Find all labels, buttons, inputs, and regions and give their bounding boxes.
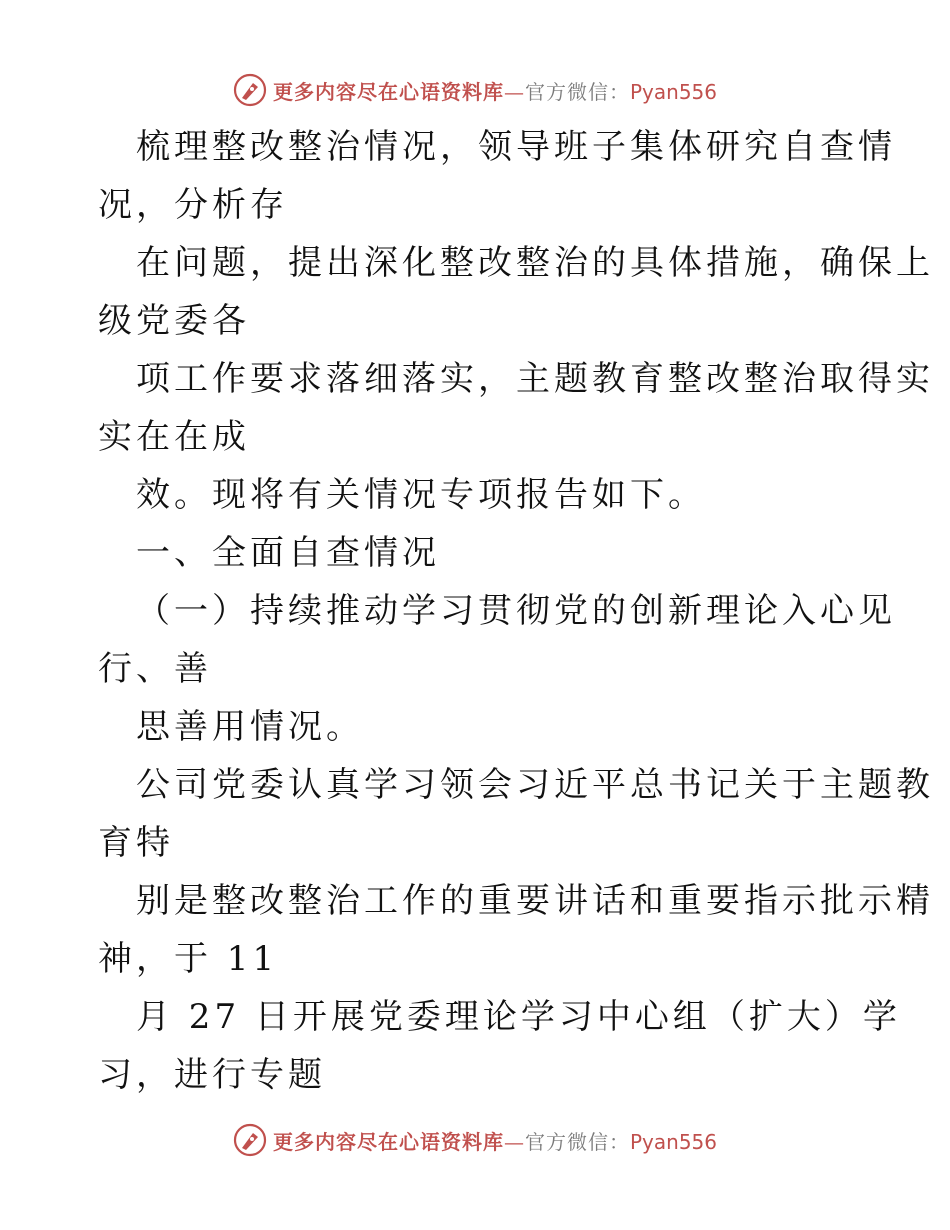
body-line: 项工作要求落细落实，主题教育整改整治取得实 xyxy=(136,359,934,399)
body-line: 公司党委认真学习领会习近平总书记关于主题教 xyxy=(136,765,934,805)
watermark-wechat-id: Pyan556 xyxy=(629,79,717,104)
pen-nib-logo-icon xyxy=(233,1123,267,1157)
body-line: 行、善 xyxy=(98,649,212,689)
body-line: 思善用情况。 xyxy=(136,707,364,747)
subsection-heading: （一）持续推动学习贯彻党的创新理论入心见 xyxy=(136,591,896,631)
body-line: 梳理整改整治情况，领导班子集体研究自查情 xyxy=(136,127,896,167)
body-line: 级党委各 xyxy=(98,301,250,341)
watermark-wechat-id: Pyan556 xyxy=(629,1129,717,1154)
body-line: 在问题，提出深化整改整治的具体措施，确保上 xyxy=(136,243,934,283)
watermark-text xyxy=(273,1126,717,1155)
pen-nib-logo-icon xyxy=(233,73,267,107)
body-line: 效。现将有关情况专项报告如下。 xyxy=(136,475,706,515)
watermark-dash: — xyxy=(503,1129,525,1154)
body-line: 实在在成 xyxy=(98,417,250,457)
watermark-header xyxy=(0,70,950,110)
body-line: 别是整改整治工作的重要讲话和重要指示批示精 xyxy=(136,881,934,921)
watermark-brand: 更多内容尽在心语资料库 xyxy=(272,79,504,104)
body-line: 习，进行专题 xyxy=(98,1055,326,1095)
section-heading: 一、全面自查情况 xyxy=(136,533,440,573)
watermark-wechat-label: 官方微信： xyxy=(524,1129,630,1154)
body-line: 育特 xyxy=(98,823,174,863)
watermark-footer xyxy=(0,1120,950,1160)
body-line: 月 27 日开展党委理论学习中心组（扩大）学 xyxy=(136,997,901,1037)
watermark-wechat-label: 官方微信： xyxy=(524,79,630,104)
watermark-brand: 更多内容尽在心语资料库 xyxy=(272,1129,504,1154)
body-line: 况，分析存 xyxy=(98,185,288,225)
watermark-text xyxy=(273,76,717,105)
watermark-dash: — xyxy=(503,79,525,104)
body-line: 神，于 11 xyxy=(98,939,279,979)
